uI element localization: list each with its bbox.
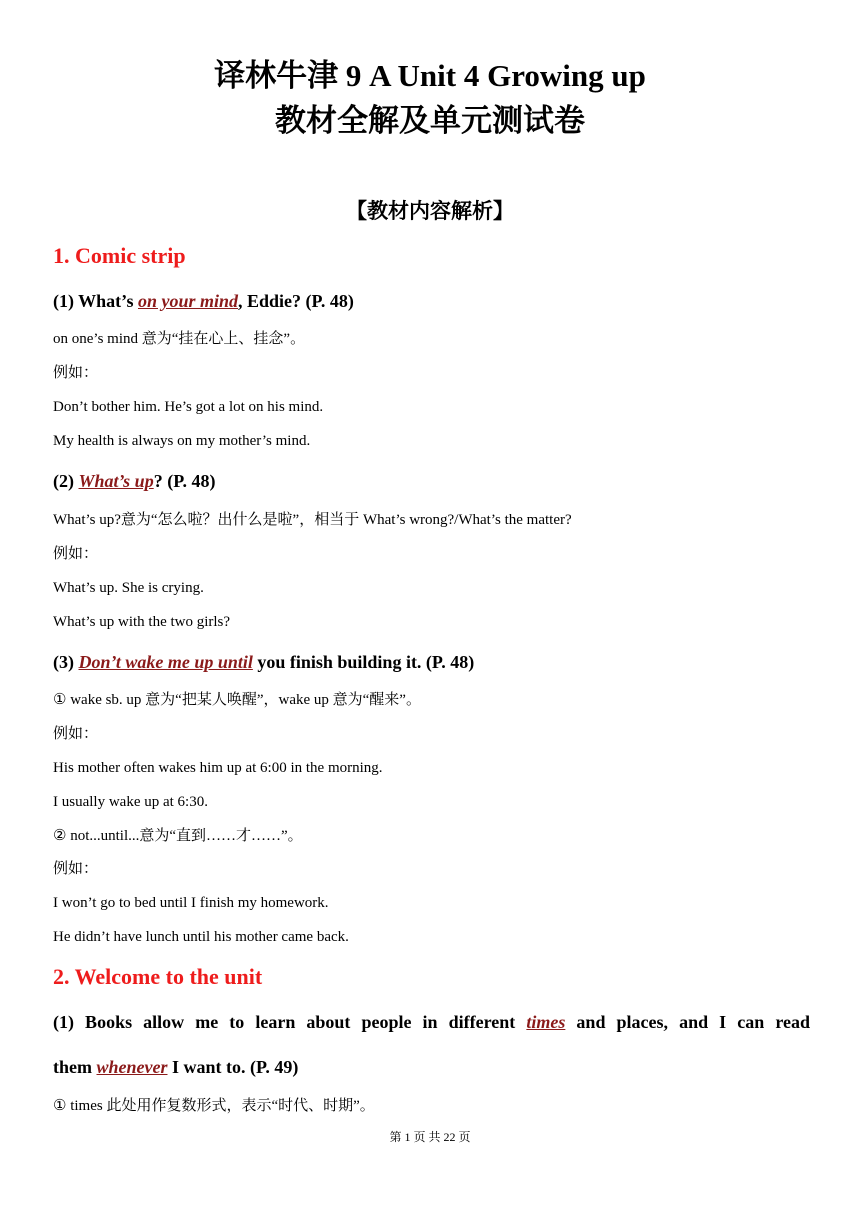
s1-q1-rest: , Eddie? (P. 48) xyxy=(238,291,354,311)
s2-q1-part-d: I want to. (P. 49) xyxy=(167,1057,299,1077)
s1-q3-num: (3) xyxy=(53,652,79,672)
s1-q3-line: ① wake sb. up 意为“把某人唤醒”，wake up 意为“醒来”。 xyxy=(53,692,421,708)
s2-q1-part-c: them xyxy=(53,1057,97,1077)
s1-q2-line: What’s up. She is crying. xyxy=(53,580,204,596)
s2-q1-key-whenever: whenever xyxy=(96,1057,168,1077)
s1-q3-line: 例如： xyxy=(53,861,99,877)
s1-q1-key-phrase: on your mind xyxy=(138,291,239,311)
s1-q2-key-phrase: What’s up xyxy=(78,471,154,491)
s1-q2-rest: ? (P. 48) xyxy=(153,471,216,491)
s1-q1-line: on one’s mind 意为“挂在心上、挂念”。 xyxy=(53,331,306,347)
s1-q3-line: His mother often wakes him up at 6:00 in the morning. xyxy=(53,760,383,776)
s1-q1-num: (1) What’s xyxy=(53,291,138,311)
s2-q1-key-times: times xyxy=(526,1012,566,1032)
s1-q3-line: I won’t go to bed until I finish my homework. xyxy=(53,895,329,911)
s1-q3-line: I usually wake up at 6:30. xyxy=(53,794,208,810)
s1-q3-line: 例如： xyxy=(53,726,99,742)
s1-q2-line: What’s up?意为“怎么啦？出什么是啦”，相当于 What’s wrong?/What’s the matter? xyxy=(53,512,572,528)
s2-q1-part-a: (1) Books allow me to learn about people in different xyxy=(53,1012,527,1032)
s1-q1-heading xyxy=(53,288,354,314)
s1-q3-key-phrase: Don’t wake me up until xyxy=(78,652,253,672)
s1-q2-line: What’s up with the two girls? xyxy=(53,614,231,630)
section-1-heading: 1. Comic strip xyxy=(53,243,186,268)
s1-q1-line: My health is always on my mother’s mind. xyxy=(53,433,311,449)
s1-q1-line: Don’t bother him. He’s got a lot on his mind. xyxy=(53,399,324,415)
s2-q1-heading-line1 xyxy=(53,1009,810,1035)
document-title-line1: 译林牛津 9 A Unit 4 Growing up xyxy=(214,58,646,93)
s2-q1-heading-line2 xyxy=(53,1054,298,1080)
s1-q3-line: He didn’t have lunch until his mother came back. xyxy=(53,929,349,945)
s1-q2-num: (2) xyxy=(53,471,79,491)
section-2-heading: 2. Welcome to the unit xyxy=(53,964,263,989)
s1-q2-heading xyxy=(53,468,216,494)
s1-q3-line: ② not...until...意为“直到……才……”。 xyxy=(53,828,303,844)
page-footer: 第 1 页 共 22 页 xyxy=(389,1130,471,1144)
s1-q3-heading xyxy=(53,649,474,675)
s2-q1-part-b: and places, and I can read xyxy=(565,1012,810,1032)
document-title-line2: 教材全解及单元测试卷 xyxy=(275,103,585,138)
s1-q3-rest: you finish building it. (P. 48) xyxy=(252,652,475,672)
section-subtitle: 【教材内容解析】 xyxy=(346,199,514,223)
s1-q2-line: 例如： xyxy=(53,546,99,562)
s2-q1-line: ① times 此处用作复数形式，表示“时代、时期”。 xyxy=(53,1098,375,1114)
s1-q1-line: 例如： xyxy=(53,365,99,381)
